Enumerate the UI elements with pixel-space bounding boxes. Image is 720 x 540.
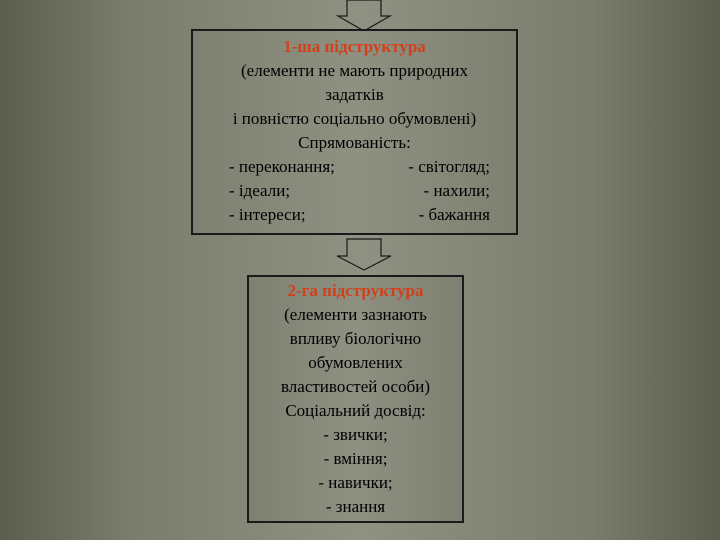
- orientation-item: - інтереси;: [229, 205, 306, 224]
- substructure-2-line: Соціальний досвід:: [285, 401, 426, 420]
- substructure-1-line: Спрямованість:: [298, 133, 411, 152]
- substructure-1-line: задатків: [325, 85, 384, 104]
- orientation-item: - бажання: [418, 205, 490, 224]
- substructure-2-title: 2-га підструктура: [287, 281, 424, 300]
- orientation-item-row: [193, 155, 516, 179]
- experience-item: - звички;: [323, 425, 388, 444]
- substructure-1-line: (елементи не мають природних: [241, 61, 468, 80]
- substructure-2-line: властивостей особи): [281, 377, 430, 396]
- substructure-2-box: [247, 275, 464, 523]
- experience-item: - навички;: [318, 473, 393, 492]
- substructure-1-box: [191, 29, 518, 235]
- orientation-item: - світогляд;: [408, 157, 490, 176]
- experience-item: - знання: [325, 497, 386, 516]
- orientation-item-row: [193, 203, 516, 227]
- substructure-2-line: (елементи зазнають: [284, 305, 427, 324]
- substructure-1-line: і повністю соціально обумовлені): [232, 109, 477, 128]
- down-arrow-connector: [334, 238, 394, 272]
- substructure-2-line: впливу біологічно: [289, 329, 422, 348]
- down-arrow-top: [334, 0, 394, 32]
- substructure-1-title: 1-ша підструктура: [283, 37, 426, 56]
- experience-item: - вміння;: [323, 449, 388, 468]
- orientation-item: - ідеали;: [229, 181, 291, 200]
- orientation-item: - нахили;: [423, 181, 490, 200]
- orientation-item: - переконання;: [229, 157, 335, 176]
- orientation-item-row: [193, 179, 516, 203]
- substructure-2-line: обумовлених: [308, 353, 403, 372]
